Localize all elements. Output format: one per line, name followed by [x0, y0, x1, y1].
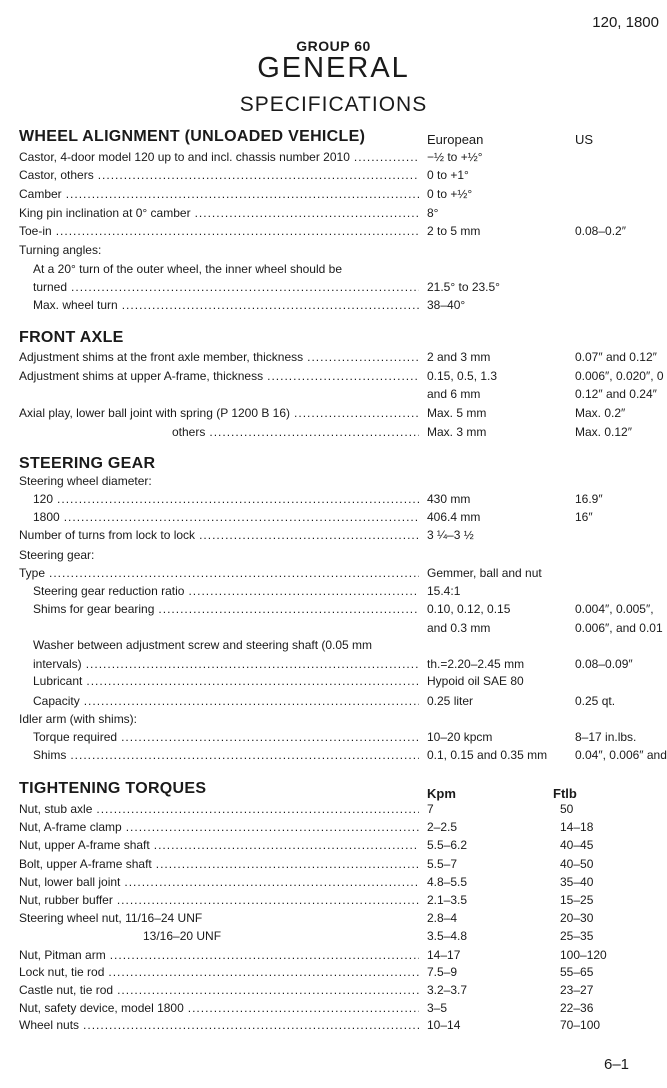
torque-row — [0, 873, 667, 891]
torque-label: Nut, stub axle — [19, 802, 93, 816]
spec-row — [0, 185, 667, 203]
spec-row — [0, 728, 667, 746]
torque-value-ftlb: 50 — [560, 802, 574, 816]
spec-value-european: th.=2.20–2.45 mm — [427, 657, 525, 671]
spec-row — [0, 508, 667, 526]
spec-row — [0, 546, 667, 564]
torque-label: Nut, A-frame clamp — [19, 820, 122, 834]
torque-row — [0, 818, 667, 836]
section-title-front-axle: FRONT AXLE — [19, 329, 124, 346]
spec-value-european: 0.25 liter — [427, 694, 474, 708]
spec-label: Shims for gear bearing — [33, 602, 155, 616]
torque-value-kpm: 7.5–9 — [427, 965, 458, 979]
spec-row — [0, 636, 667, 654]
spec-value-us: Max. 0.2″ — [575, 406, 626, 420]
spec-value-european: 0 to +½° — [427, 187, 473, 201]
spec-value-us: 8–17 in.lbs. — [575, 730, 637, 744]
torque-label: Bolt, upper A-frame shaft — [19, 857, 152, 871]
spec-label: others — [172, 425, 206, 439]
spec-value-european: Max. 5 mm — [427, 406, 487, 420]
spec-label: Castor, others — [19, 168, 94, 182]
spec-value-us: 0.08–0.09″ — [575, 657, 633, 671]
spec-label: Torque required — [33, 730, 118, 744]
torque-value-ftlb: 20–30 — [560, 911, 594, 925]
spec-value-us: 0.12″ and 0.24″ — [575, 387, 657, 401]
spec-label: Shims — [33, 748, 67, 762]
spec-row — [0, 148, 667, 166]
torque-value-ftlb: 70–100 — [560, 1018, 601, 1032]
spec-row — [0, 672, 667, 690]
section-title-steering-gear: STEERING GEAR — [19, 455, 156, 472]
spec-value-european: 2 and 3 mm — [427, 350, 491, 364]
torque-row — [0, 927, 667, 945]
spec-value-european: Hypoid oil SAE 80 — [427, 674, 524, 688]
spec-value-us: 0.006″, and 0.01 — [575, 621, 663, 635]
spec-label: 1800 — [33, 510, 60, 524]
spec-label: turned — [33, 280, 68, 294]
spec-label: Washer between adjustment screw and steering shaft (0.05 mm — [33, 638, 373, 652]
spec-row — [0, 241, 667, 259]
torque-value-ftlb: 23–27 — [560, 983, 594, 997]
torque-label: Nut, rubber buffer — [19, 893, 113, 907]
torque-row — [0, 836, 667, 854]
torque-label: Nut, safety device, model 1800 — [19, 1001, 184, 1015]
torque-row — [0, 891, 667, 909]
torque-value-ftlb: 25–35 — [560, 929, 594, 943]
spec-row — [0, 490, 667, 508]
spec-row — [0, 348, 667, 366]
spec-label: Steering gear reduction ratio — [33, 584, 185, 598]
spec-value-european: 0.15, 0.5, 1.3 — [427, 369, 498, 383]
torque-row — [0, 1016, 667, 1034]
spec-value-european: 2 to 5 mm — [427, 224, 481, 238]
spec-row — [0, 222, 667, 240]
spec-value-european: 15.4:1 — [427, 584, 461, 598]
torque-value-kpm: 4.8–5.5 — [427, 875, 468, 889]
spec-row — [0, 619, 667, 637]
spec-value-european: 8° — [427, 206, 439, 220]
torque-value-kpm: 5.5–7 — [427, 857, 458, 871]
spec-value-european: 10–20 kpcm — [427, 730, 493, 744]
spec-value-us: Max. 0.12″ — [575, 425, 632, 439]
spec-label: Axial play, lower ball joint with spring (P 1200 B 16) — [19, 406, 291, 420]
torque-value-kpm: 5.5–6.2 — [427, 838, 468, 852]
spec-label: Adjustment shims at the front axle member, thickness — [19, 350, 304, 364]
torque-row — [0, 963, 667, 981]
spec-value-us: 0.07″ and 0.12″ — [575, 350, 657, 364]
spec-value-european: 3 ¼–3 ½ — [427, 528, 474, 542]
section-title-tightening-torques: TIGHTENING TORQUES — [19, 780, 207, 797]
group-label: GROUP 60 — [296, 38, 371, 54]
spec-label: Turning angles: — [19, 243, 102, 257]
torque-value-kpm: 10–14 — [427, 1018, 461, 1032]
torque-value-kpm: 3–5 — [427, 1001, 448, 1015]
torque-row — [0, 981, 667, 999]
spec-label: Max. wheel turn — [33, 298, 118, 312]
torque-row — [0, 855, 667, 873]
torque-value-kpm: 3.5–4.8 — [427, 929, 468, 943]
torque-row — [0, 909, 667, 927]
torque-value-ftlb: 15–25 — [560, 893, 594, 907]
torque-value-ftlb: 14–18 — [560, 820, 594, 834]
spec-row — [0, 692, 667, 710]
torque-value-kpm: 3.2–3.7 — [427, 983, 468, 997]
torque-label: 13/16–20 UNF — [143, 929, 222, 943]
spec-value-european: 0.10, 0.12, 0.15 — [427, 602, 511, 616]
torque-label: Castle nut, tie rod — [19, 983, 114, 997]
torque-label: Steering wheel nut, 11/16–24 UNF — [19, 911, 203, 925]
spec-row — [0, 526, 667, 544]
page-title: GENERAL — [257, 52, 410, 84]
spec-label: 120 — [33, 492, 54, 506]
torque-value-kpm: 2.1–3.5 — [427, 893, 468, 907]
spec-label: Number of turns from lock to lock — [19, 528, 196, 542]
spec-label: intervals) — [33, 657, 82, 671]
spec-value-european: 21.5° to 23.5° — [427, 280, 500, 294]
spec-row — [0, 260, 667, 278]
spec-value-european: and 6 mm — [427, 387, 481, 401]
torque-label: Nut, Pitman arm — [19, 948, 106, 962]
page-number: 6–1 — [604, 1056, 630, 1073]
spec-label: Camber — [19, 187, 62, 201]
spec-row — [0, 600, 667, 618]
spec-label: King pin inclination at 0° camber — [19, 206, 191, 220]
column-header-kpm: Kpm — [427, 786, 456, 801]
torque-label: Nut, lower ball joint — [19, 875, 121, 889]
torque-value-kpm: 14–17 — [427, 948, 461, 962]
spec-label: Steering wheel diameter: — [19, 474, 152, 488]
column-header-european: European — [427, 132, 484, 147]
torque-value-ftlb: 40–50 — [560, 857, 594, 871]
spec-value-european: Max. 3 mm — [427, 425, 487, 439]
spec-value-us: 16.9″ — [575, 492, 603, 506]
spec-value-european: Gemmer, ball and nut — [427, 566, 542, 580]
torque-value-kpm: 2.8–4 — [427, 911, 458, 925]
section-title-wheel-alignment: WHEEL ALIGNMENT (UNLOADED VEHICLE) — [19, 128, 366, 145]
spec-label: Capacity — [33, 694, 80, 708]
spec-row — [0, 385, 667, 403]
torque-value-ftlb: 35–40 — [560, 875, 594, 889]
torque-value-kpm: 2–2.5 — [427, 820, 458, 834]
spec-row — [0, 166, 667, 184]
spec-value-european: 38–40° — [427, 298, 466, 312]
spec-row — [0, 296, 667, 314]
spec-value-us: 16″ — [575, 510, 593, 524]
spec-label: Idler arm (with shims): — [19, 712, 138, 726]
spec-value-us: 0.006″, 0.020″, 0 — [575, 369, 664, 383]
column-header-us: US — [575, 132, 594, 147]
spec-value-us: 0.04″, 0.006″ and — [575, 748, 667, 762]
spec-value-european: and 0.3 mm — [427, 621, 491, 635]
spec-label: At a 20° turn of the outer wheel, the inner wheel should be — [33, 262, 342, 276]
spec-row — [0, 655, 667, 673]
spec-row — [0, 423, 667, 441]
spec-row — [0, 278, 667, 296]
spec-row — [0, 204, 667, 222]
spec-label: Lubricant — [33, 674, 83, 688]
spec-row — [0, 367, 667, 385]
model-label: 120, 1800 — [592, 14, 659, 31]
spec-row — [0, 472, 667, 490]
spec-row — [0, 404, 667, 422]
column-header-ftlb: Ftlb — [553, 786, 577, 801]
spec-row — [0, 564, 667, 582]
torque-value-ftlb: 22–36 — [560, 1001, 594, 1015]
page-subtitle: SPECIFICATIONS — [239, 93, 428, 116]
torque-value-ftlb: 100–120 — [560, 948, 607, 962]
spec-value-us: 0.004″, 0.005″, — [575, 602, 654, 616]
torque-label: Nut, upper A-frame shaft — [19, 838, 150, 852]
torque-value-ftlb: 40–45 — [560, 838, 594, 852]
spec-value-us: 0.25 qt. — [575, 694, 616, 708]
spec-label: Castor, 4-door model 120 up to and incl. chassis number 2010 — [19, 150, 350, 164]
torque-label: Lock nut, tie rod — [19, 965, 105, 979]
spec-row — [0, 710, 667, 728]
torque-row — [0, 800, 667, 818]
torque-label: Wheel nuts — [19, 1018, 80, 1032]
spec-label: Adjustment shims at upper A-frame, thickness — [19, 369, 264, 383]
torque-row — [0, 999, 667, 1017]
spec-value-european: 430 mm — [427, 492, 471, 506]
torque-row — [0, 946, 667, 964]
spec-value-european: 0.1, 0.15 and 0.35 mm — [427, 748, 548, 762]
spec-label: Toe-in — [19, 224, 52, 238]
spec-value-us: 0.08–0.2″ — [575, 224, 626, 238]
spec-value-european: 0 to +1° — [427, 168, 469, 182]
spec-label: Type — [19, 566, 46, 580]
spec-value-european: 406.4 mm — [427, 510, 481, 524]
spec-value-european: −½ to +½° — [427, 150, 483, 164]
spec-row — [0, 746, 667, 764]
torque-value-ftlb: 55–65 — [560, 965, 594, 979]
spec-label: Steering gear: — [19, 548, 95, 562]
torque-value-kpm: 7 — [427, 802, 434, 816]
spec-row — [0, 582, 667, 600]
